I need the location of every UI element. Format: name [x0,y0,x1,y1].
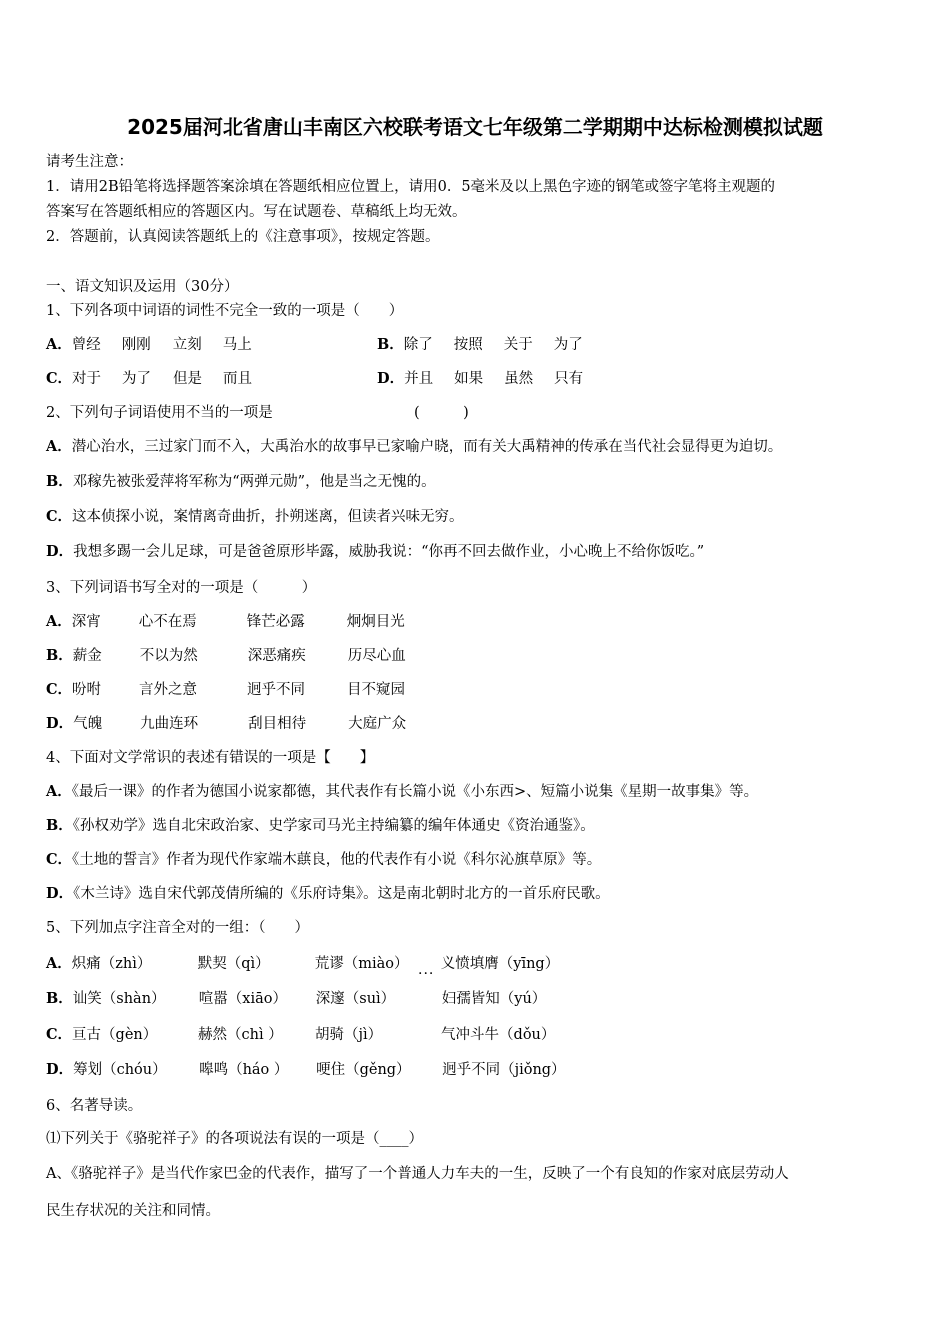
option-label: D． [46,885,74,902]
question-6-sub-1: ⑴下列关于《骆驼祥子》的各项说法有误的一项是（____） [46,1131,423,1147]
option-word: 锋芒必露 [246,614,305,630]
notice-line-3: 2．答题前，认真阅读答题纸上的《注意事项》，按规定答题。 [46,229,440,245]
page-title: 2025届河北省唐山丰南区六校联考语文七年级第二学期期中达标检测模拟试题 [127,115,823,139]
option-text: 我想多踢一会儿足球，可是爸爸原形毕露，威胁我说：“你再不回去做作业，小心晚上不给你饭吃。” [73,544,705,560]
q5-option-b [46,989,546,1009]
option-word: 迥乎不同（jiǒng） [442,1062,566,1078]
option-word: 薪金 [72,648,102,664]
option-word: 关于 [503,337,533,353]
option-word: 赫然（chì ） [198,1027,283,1043]
option-word: 按照 [453,337,483,353]
question-1-stem: 1、下列各项中词语的词性不完全一致的一项是（ ） [46,303,404,319]
option-word: 炽痛（zhì） [71,956,152,972]
option-word: 荒谬（miào） [314,956,409,972]
option-label: A． [46,438,72,455]
question-2-answer-paren: ( ) [414,405,469,421]
q2-option-c [46,507,464,527]
q3-option-a [46,612,405,632]
option-word: 吩咐 [72,682,102,698]
option-word: 而且 [223,371,253,387]
option-text: 《最后一课》的作者为德国小说家都德，其代表作有长篇小说《小东西>、短篇小说集《星期一故事集》等。 [71,784,759,800]
q1-option-c [46,369,252,389]
question-2-stem: 2、下列句子词语使用不当的一项是 [46,405,273,421]
option-word: 马上 [222,337,252,353]
q4-option-d [46,884,610,904]
option-label: D． [46,715,74,732]
option-word: 如果 [454,371,484,387]
option-label: C． [46,851,73,868]
option-word: 虽然 [504,371,534,387]
option-word: 喧嚣（xiāo） [198,991,287,1007]
option-word: 迥乎不同 [247,682,306,698]
option-word: 对于 [72,371,102,387]
option-word: 深宵 [71,614,101,630]
option-word: 义愤填膺（yīng） [440,956,560,972]
q4-option-a [46,782,758,802]
option-text: 《孙权劝学》选自北宋政治家、史学家司马光主持编纂的编年体通史《资治通鉴》。 [72,818,595,834]
question-6-stem: 6、名著导读。 [46,1098,143,1114]
option-label: A． [46,783,72,800]
option-word: 筹划（chóu） [73,1062,167,1078]
option-label: C． [46,1026,73,1043]
q5-option-d [46,1060,566,1080]
option-text: 《土地的誓言》作者为现代作家端木蕻良，他的代表作有小说《科尔沁旗草原》等。 [72,852,602,868]
option-text: 潜心治水，三过家门而不入，大禹治水的故事早已家喻户晓，而有关大禹精神的传承在当代社会显得更为迫切。 [71,439,783,455]
option-word: 默契（qì） [197,956,270,972]
option-word: 炯炯目光 [346,614,405,630]
option-word: 曾经 [71,337,101,353]
notice-line-2: 答案写在答题纸相应的答题区内。写在试题卷、草稿纸上均无效。 [46,204,467,220]
option-word: 刚刚 [121,337,151,353]
question-3-stem: 3、下列词语书写全对的一项是（ ） [46,580,317,596]
option-word: 妇孺皆知（yú） [441,991,547,1007]
q2-option-b [46,472,436,492]
q4-option-c [46,850,601,870]
option-label: B． [46,473,73,490]
option-word: 只有 [554,371,584,387]
option-word: 不以为然 [139,648,198,664]
option-word: 并且 [404,371,434,387]
option-word: 深恶痛疾 [247,648,306,664]
option-word: 深邃（suì） [315,991,396,1007]
option-label: D． [46,1061,74,1078]
option-word: 立刻 [172,337,202,353]
q1-option-a [46,335,252,355]
q4-option-b [46,816,595,836]
option-label: B． [46,647,73,664]
q1-option-b [377,335,583,355]
q3-option-b [46,646,406,666]
option-label: A． [46,613,72,630]
option-word: 心不在焉 [138,614,197,630]
option-label: D． [377,370,405,387]
option-word: 除了 [403,337,433,353]
q3-option-c [46,680,405,700]
option-label: A． [46,955,72,972]
option-word: 但是 [173,371,203,387]
option-word: 胡骑（jì） [315,1027,383,1043]
option-word: 九曲连环 [140,716,199,732]
option-word: 历尽心血 [347,648,406,664]
option-word: 气冲斗牛（dǒu） [441,1027,556,1043]
option-text: 邓稼先被张爱萍将军称为“两弹元勋”，他是当之无愧的。 [72,474,436,490]
section-heading: 一、语文知识及运用（30分） [46,279,239,295]
option-label: B． [46,990,73,1007]
option-label: D． [46,543,74,560]
option-word: 哽住（gěng） [316,1062,411,1078]
q5-option-a [46,954,559,974]
option-word: 亘古（gèn） [72,1027,158,1043]
option-word: 大庭广众 [348,716,407,732]
option-word: 气魄 [73,716,103,732]
option-word: 目不窥园 [347,682,406,698]
option-label: C． [46,508,73,525]
option-label: B． [46,817,73,834]
q2-option-a [46,437,782,457]
emphasis-dots: ... [418,962,435,978]
option-text: 这本侦探小说，案情离奇曲折，扑朔迷离，但读者兴味无穷。 [72,509,464,525]
q2-option-d [46,542,704,562]
option-text: 《木兰诗》选自宋代郭茂倩所编的《乐府诗集》。这是南北朝时北方的一首乐府民歌。 [73,886,610,902]
option-word: 刮目相待 [248,716,307,732]
question-4-stem: 4、下面对文学常识的表述有错误的一项是【 】 [46,750,375,766]
option-label: B． [377,336,404,353]
option-word: 为了 [553,337,583,353]
option-word: 嗥鸣（háo ） [199,1062,289,1078]
notice-heading: 请考生注意： [46,154,133,170]
option-word: 为了 [122,371,152,387]
option-label: C． [46,370,73,387]
option-word: 言外之意 [139,682,198,698]
option-label: A． [46,336,72,353]
q6-option-a-line-1: A、《骆驼祥子》是当代作家巴金的代表作，描写了一个普通人力车夫的一生，反映了一个有良知的作家对底层劳动人 [46,1166,789,1182]
option-word: 讪笑（shàn） [72,991,166,1007]
q6-option-a-line-2: 民生存状况的关注和同情。 [46,1203,220,1219]
q5-option-c [46,1025,555,1045]
question-5-stem: 5、下列加点字注音全对的一组：（ ） [46,920,309,936]
q3-option-d [46,714,406,734]
q1-option-d [377,369,583,389]
notice-line-1: 1．请用2B铅笔将选择题答案涂填在答题纸相应位置上，请用0．5毫米及以上黑色字迹的钢笔或签字笔将主观题的 [46,179,776,195]
option-label: C． [46,681,73,698]
